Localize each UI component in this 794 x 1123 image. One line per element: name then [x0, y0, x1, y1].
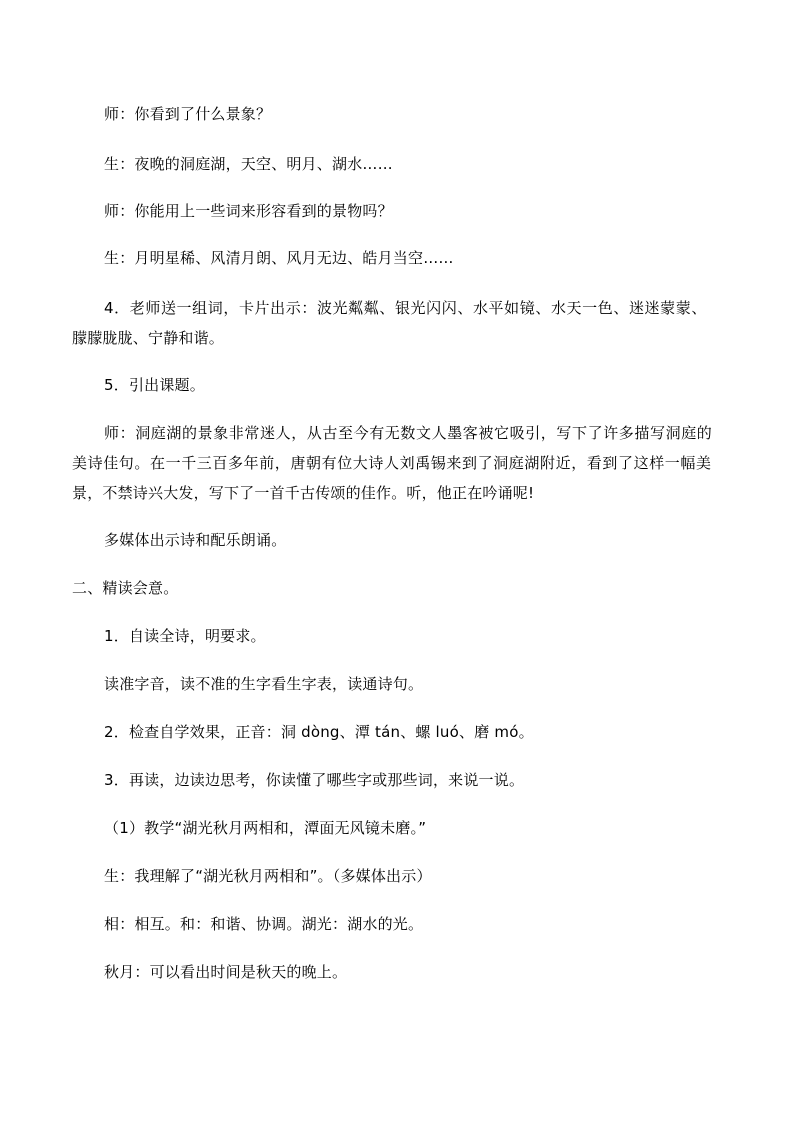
teaching-item-1: （1）教学“湖光秋月两相和，潭面无风镜未磨。”: [104, 819, 427, 837]
teacher-intro-line-2: 美诗佳句。在一千三百多年前，唐朝有位大诗人刘禹锡来到了洞庭湖附近，看到了这样一幅美: [72, 454, 712, 472]
autumn-moon-explanation: 秋月：可以看出时间是秋天的晚上。: [104, 963, 348, 981]
step-4-line-2: 朦朦胧胧、宁静和谐。: [72, 329, 225, 347]
step-2-pronunciation: 2．检查自学效果，正音：洞 dòng、潭 tán、螺 luó、磨 mó。: [104, 723, 534, 741]
step-1-detail: 读准字音，读不准的生字看生字表，读通诗句。: [104, 675, 424, 693]
step-3-heading: 3．再读，边读边思考，你读懂了哪些字或那些词，来说一说。: [104, 771, 525, 789]
word-explanation: 相：相互。和：和谐、协调。湖光：湖水的光。: [104, 915, 424, 933]
step-4-line-1: 4．老师送一组词，卡片出示：波光粼粼、银光闪闪、水平如镜、水天一色、迷迷蒙蒙、: [104, 299, 707, 317]
teacher-intro-line-3: 景，不禁诗兴大发，写下了一首千古传颂的佳作。听，他正在吟诵呢!: [72, 484, 535, 502]
teacher-intro-line-1: 师：洞庭湖的景象非常迷人，从古至今有无数文人墨客被它吸引，写下了许多描写洞庭的: [104, 424, 713, 442]
section-2-heading: 二、精读会意。: [72, 579, 179, 597]
student-understanding: 生：我理解了“湖光秋月两相和”。（多媒体出示）: [104, 867, 432, 885]
dialogue-teacher-1: 师：你看到了什么景象？: [104, 105, 272, 123]
dialogue-teacher-2: 师：你能用上一些词来形容看到的景物吗？: [104, 202, 393, 220]
dialogue-student-2: 生：月明星稀、风清月朗、风月无边、皓月当空……: [104, 249, 454, 267]
dialogue-student-1: 生：夜晚的洞庭湖，天空、明月、湖水……: [104, 155, 393, 173]
multimedia-note: 多媒体出示诗和配乐朗诵。: [104, 531, 287, 549]
step-1-heading: 1．自读全诗，明要求。: [104, 627, 266, 645]
step-5-heading: 5．引出课题。: [104, 376, 205, 394]
